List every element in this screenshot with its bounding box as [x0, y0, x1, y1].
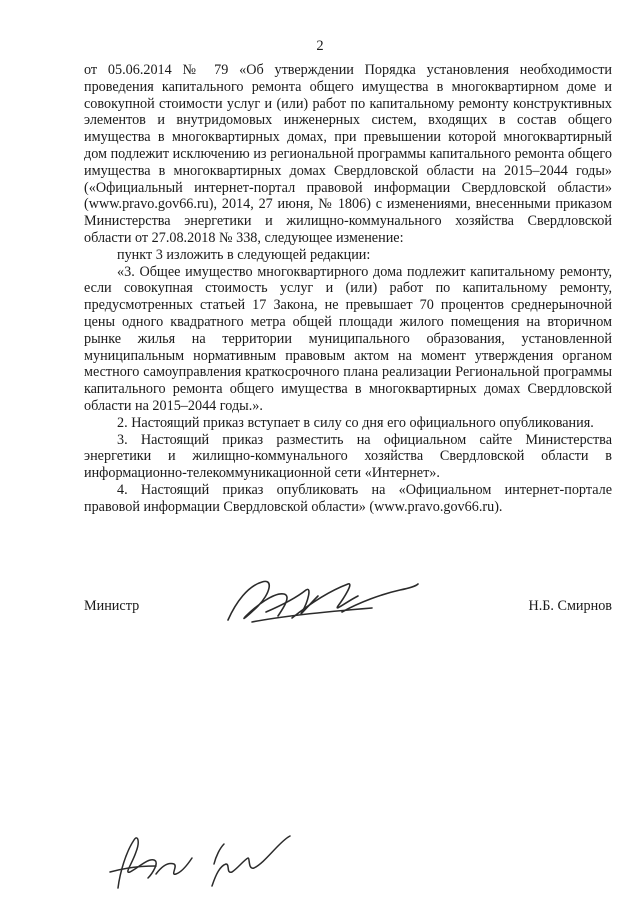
paragraph-item-3: 3. Настоящий приказ разместить на официальном сайте Министерства энергетики и жилищно-коммунального хозяйства Свердловской области в информационно-телекоммуникационной сети «Интернет». — [84, 431, 612, 482]
paragraph-point-3-intro: пункт 3 изложить в следующей редакции: — [117, 246, 371, 263]
initials-signature — [104, 828, 314, 898]
paragraph-preamble: от 05.06.2014 № 79 «Об утверждении Порядка установления необходимости проведения капитального ремонта общего имущества в многоквартирном доме и совокупной стоимости услуг и (или) работ по капитальному ремонту конструктивных элементов и внутридомовых инженерных систем, входящих в состав общего имущества в многоквартирных домах, при превышении которой многоквартирный дом подлежит исключению из региональной программы капитального ремонта общего имущества в многоквартирных домах Свердловской области на 2015–2044 годы» («Официальный интернет-портал правовой информации Свердловской области» (www.pravo.gov66.ru), 2014, 27 июня, № 1806) с изменениями, внесенными приказом Министерства энергетики и жилищно-коммунального хозяйства Свердловской области от 27.08.2018 № 338, следующее изменение: — [84, 62, 612, 246]
page-number: 2 — [316, 38, 324, 54]
signatory-name: Н.Б. Смирнов — [528, 598, 612, 614]
document-body — [84, 62, 612, 516]
paragraph-item-4: 4. Настоящий приказ опубликовать на «Официальном интернет-портале правовой информации Свердловской области» (www.pravo.gov66.ru). — [84, 481, 612, 515]
paragraph-item-2: 2. Настоящий приказ вступает в силу со дня его официального опубликования. — [117, 414, 594, 431]
paragraph-point-3-text: «3. Общее имущество многоквартирного дома подлежит капитальному ремонту, если совокупная стоимость услуг и (или) работ по капитальному ремонту, предусмотренных статьей 17 Закона, не превышает 70 процентов среднерыночной цены одного квадратного метра общей площади жилого помещения на вторичном рынке жилья на территории муниципального образования, установленной муниципальным нормативным правовым актом на момент утверждения органом местного самоуправления краткосрочного плана реализации Региональной программы капитального ремонта общего имущества в многоквартирных домах Свердловской области на 2015–2044 годы.». — [84, 263, 612, 414]
minister-signature — [222, 572, 422, 632]
signatory-position: Министр — [84, 598, 140, 614]
